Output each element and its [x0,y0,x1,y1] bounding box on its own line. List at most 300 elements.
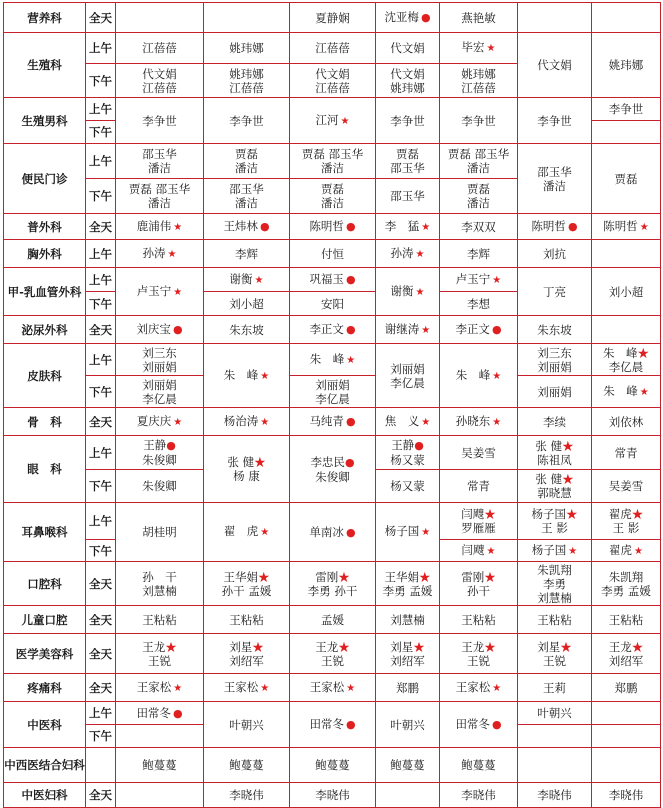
doctor-name: 谢衡 ★ [390,283,425,298]
doctor-cell [592,344,661,376]
department-name: 甲-乳血管外科 [4,268,86,316]
doctor-cell [592,470,661,503]
doctor-name: 王家松 ★ [309,679,356,694]
doctor-name: 杨又蒙 [390,479,425,493]
doctor-name: 陈祖凤 [537,452,572,467]
star-icon: ★ [639,386,649,398]
doctor-cell [592,408,661,436]
department-name: 便民门诊 [4,144,86,214]
doctor-cell [290,3,376,33]
doctor-name: 李争世 [390,113,425,128]
doctor-name: 刘三东 [142,345,177,360]
doctor-cell [290,268,376,292]
session-time: 下午 [86,64,116,98]
doctor-name: 常青 [614,445,638,460]
doctor-name: 杨又蒙 [390,453,425,467]
doctor-cell [376,470,440,503]
doctor-cell [376,64,440,98]
doctor-name: 刘庆宝 ● [136,322,183,336]
star-icon: ★ [173,416,183,428]
doctor-cell [592,540,661,562]
doctor-name: 王家松 ★ [136,679,183,694]
star-icon: ★ [421,324,431,336]
doctor-cell [518,33,592,98]
doctor-name: 贾磊 [235,147,258,161]
doctor-cell [116,503,204,562]
doctor-cell [440,268,518,292]
doctor-name: 李晓伟 [461,788,496,802]
doctor-cell [440,179,518,214]
doctor-name: 叶朝兴 [390,717,425,732]
doctor-name: 焦 义 ★ [384,413,431,428]
doctor-name: 闫飕 ★ [461,542,496,557]
doctor-cell [116,144,204,179]
doctor-name: 刘丽娟 [537,359,572,374]
doctor-cell [116,3,204,33]
doctor-cell [592,144,661,214]
star-icon: ★ [637,345,649,360]
doctor-cell [290,562,376,606]
doctor-name: 陈明哲 ● [309,219,356,233]
doctor-cell [440,436,518,470]
doctor-cell [204,292,290,316]
schedule-row [4,268,661,292]
star-icon: ★ [484,507,496,521]
doctor-name: 潘洁 [321,161,344,175]
star-icon: ★ [566,507,578,521]
doctor-cell [116,470,204,503]
doctor-cell [592,674,661,702]
doctor-cell [116,562,204,606]
doctor-cell [592,503,661,540]
schedule-row [4,33,661,64]
doctor-cell [290,316,376,344]
doctor-name: 李双双 [461,219,496,234]
doctor-name: 田常冬 ● [136,705,183,720]
doctor-name: 付恒 [321,246,344,261]
doctor-name: 邵玉华 [537,164,572,179]
schedule-row [4,436,661,470]
doctor-cell [518,408,592,436]
schedule-row [4,98,661,121]
doctor-cell [290,783,376,808]
doctor-cell [518,634,592,674]
doctor-cell [592,783,661,808]
doctor-name: 鹿浦伟 ★ [136,218,183,233]
schedule-row [4,702,661,725]
doctor-cell [204,503,290,562]
session-time: 下午 [86,540,116,562]
doctor-name: 翟虎★ [608,507,644,521]
doctor-name: 朱俊卿 [315,469,350,484]
doctor-name: 郑鹏 [614,680,638,695]
department-name: 生殖科 [4,33,86,98]
doctor-name: 杨子国 ★ [531,542,578,557]
doctor-cell [376,562,440,606]
doctor-name: 李辉 [467,246,490,261]
doctor-name: 李忠民● [310,454,355,469]
doctor-name: 王锐 [467,653,490,668]
doctor-name: 李勇 孟媛 [601,583,651,598]
doctor-name: 叶朝兴 [229,717,264,732]
doctor-cell [116,268,204,316]
doctor-cell [518,562,592,606]
doctor-cell [376,98,440,144]
doctor-cell [440,783,518,808]
star-icon: ★ [492,274,502,286]
doctor-name: 贾磊 [321,182,344,196]
department-name: 泌尿外科 [4,316,86,344]
doctor-name: 李 猛 ★ [384,218,431,233]
doctor-name: 燕艳敏 [461,10,496,25]
dot-icon: ● [259,220,270,233]
doctor-cell [204,64,290,98]
doctor-name: 王粘粘 [537,612,572,627]
doctor-name: 潘洁 [467,196,490,210]
star-icon: ★ [560,639,572,654]
doctor-name: 江蓓蓓 [142,80,177,95]
doctor-cell [592,725,661,748]
star-icon: ★ [421,416,431,428]
doctor-cell [518,316,592,344]
dot-icon: ● [344,455,355,469]
schedule-row [4,606,661,634]
doctor-name: 李争世 [608,102,644,116]
doctor-name: 王龙★ [142,639,177,654]
doctor-name: 潘洁 [148,196,171,210]
doctor-name: 江蓓蓓 [315,41,350,55]
doctor-name: 朱俊卿 [142,479,177,493]
doctor-name: 李争世 [142,113,177,128]
dot-icon: ● [414,439,424,452]
doctor-name: 刘三东 [537,345,572,360]
star-icon: ★ [260,416,270,428]
doctor-name: 孟媛 [321,612,344,627]
doctor-name: 潘洁 [467,161,490,175]
doctor-name: 姚玮娜 [608,58,644,72]
doctor-name: 王华娟★ [223,569,270,584]
doctor-name: 李争世 [229,113,264,128]
doctor-cell [116,64,204,98]
doctor-cell [592,634,661,674]
doctor-cell [440,344,518,408]
doctor-cell [290,179,376,214]
star-icon: ★ [484,639,496,654]
doctor-name: 王莉 [543,680,566,695]
doctor-cell [116,436,204,470]
star-icon: ★ [415,248,425,260]
doctor-cell [440,292,518,316]
doctor-name: 朱 峰★ [603,345,649,360]
session-time: 下午 [86,470,116,503]
session-time: 全天 [86,562,116,606]
doctor-name: 朱俊卿 [142,453,177,467]
doctor-cell [116,725,204,748]
doctor-cell [290,376,376,408]
doctor-cell [440,98,518,144]
schedule-row [4,783,661,808]
doctor-name: 王粘粘 [608,612,644,627]
doctor-name: 邵玉华 [390,189,425,203]
doctor-cell [440,540,518,562]
doctor-cell [376,634,440,674]
star-icon: ★ [421,527,431,538]
doctor-cell [376,3,440,33]
doctor-name: 贾磊 邵玉华 [301,147,364,161]
doctor-cell [592,702,661,725]
doctor-name: 姚玮娜 [390,80,425,95]
doctor-cell [116,408,204,436]
doctor-name: 李勇 [543,576,566,591]
doctor-cell [290,748,376,783]
doctor-cell [376,344,440,408]
star-icon: ★ [631,507,644,521]
doctor-name: 代文娟 [142,66,177,81]
doctor-cell [204,606,290,634]
doctor-name: 丁亮 [543,284,566,299]
doctor-cell [204,702,290,748]
doctor-name: 王静● [143,438,176,452]
star-icon: ★ [260,370,270,382]
schedule-row [4,3,661,33]
doctor-cell [116,240,204,268]
department-name: 眼 科 [4,436,86,503]
doctor-cell [116,316,204,344]
doctor-name: 邵玉华 [390,161,425,175]
doctor-name: 孙 干 [142,569,177,584]
doctor-name: 王家松 ★ [223,679,270,694]
doctor-cell [376,316,440,344]
session-time: 下午 [86,292,116,316]
schedule-row [4,634,661,674]
department-name: 耳鼻喉科 [4,503,86,562]
doctor-name: 刘星★ [229,639,264,654]
department-name: 中医科 [4,702,86,748]
doctor-cell [204,33,290,64]
dot-icon: ● [345,718,356,731]
dot-icon: ● [345,323,356,336]
doctor-name: 刘小超 [229,296,264,311]
doctor-cell [204,344,290,408]
doctor-name: 姚玮娜 [461,66,496,81]
session-time: 上午 [86,33,116,64]
doctor-cell [518,748,592,783]
doctor-cell [116,783,204,808]
doctor-name: 刘绍军 [608,653,644,668]
doctor-name: 李正文 ● [309,322,356,336]
department-name: 生殖男科 [4,98,86,144]
doctor-name: 朱凯翔 [537,562,572,577]
doctor-cell [592,214,661,240]
session-time: 下午 [86,121,116,144]
session-time: 全天 [86,214,116,240]
doctor-name: 毕宏 ★ [461,40,496,54]
session-time: 上午 [86,503,116,540]
doctor-name: 贾磊 邵玉华 [447,147,510,161]
schedule-row [4,316,661,344]
doctor-name: 王家松 ★ [455,679,502,694]
doctor-name: 翟虎 ★ [609,542,643,557]
doctor-cell [440,3,518,33]
doctor-cell [376,214,440,240]
schedule-row [4,674,661,702]
doctor-name: 刘慧楠 [142,583,177,598]
session-time: 上午 [86,98,116,121]
doctor-cell [440,674,518,702]
doctor-cell [290,408,376,436]
doctor-name: 杨子国 ★ [384,524,431,538]
doctor-name: 代文娟 [537,58,572,72]
doctor-cell [376,606,440,634]
doctor-name: 王锐 [543,653,566,668]
doctor-name: 贾磊 [467,182,490,196]
doctor-name: 胡桂明 [142,525,177,539]
doctor-name: 江蓓蓓 [461,80,496,95]
session-time: 全天 [86,408,116,436]
department-name: 中西医结合妇科 [4,748,86,783]
doctor-cell [376,408,440,436]
doctor-name: 李勇 孙干 [307,583,358,598]
doctor-name: 刘慧楠 [390,612,425,627]
doctor-cell [290,344,376,376]
department-name: 口腔科 [4,562,86,606]
session-time: 上午 [86,702,116,725]
session-time: 全天 [86,783,116,808]
doctor-name: 孙涛 ★ [142,245,177,260]
star-icon: ★ [421,221,431,233]
star-icon: ★ [568,545,578,557]
schedule-row [4,240,661,268]
schedule-row [4,408,661,436]
doctor-cell [204,562,290,606]
schedule-row [4,144,661,179]
doctor-name: 邵玉华 [142,147,177,161]
star-icon: ★ [413,639,425,654]
dot-icon: ● [166,439,176,452]
doctor-name: 吴姜雪 [608,479,644,493]
doctor-cell [116,748,204,783]
doctor-name: 雷刚★ [461,569,496,584]
doctor-name: 李亿晨 [390,375,425,390]
doctor-cell [440,214,518,240]
doctor-cell [116,214,204,240]
doctor-name: 孙干 孟媛 [221,583,272,598]
doctor-cell [592,606,661,634]
doctor-cell [116,179,204,214]
session-time: 全天 [86,606,116,634]
doctor-cell [440,144,518,179]
star-icon: ★ [562,438,574,453]
star-icon: ★ [346,354,356,366]
star-icon: ★ [631,639,644,654]
doctor-name: 王龙★ [608,639,644,654]
doctor-cell [204,316,290,344]
doctor-cell [204,98,290,144]
doctor-name: 王华娟★ [384,569,431,584]
doctor-name: 卢玉宁 ★ [136,283,183,298]
doctor-cell [440,240,518,268]
doctor-cell [204,436,290,503]
doctor-name: 雷刚★ [315,569,350,584]
doctor-cell [440,503,518,540]
doctor-name: 鲍蔓蔓 [390,758,425,772]
department-name: 营养科 [4,3,86,33]
doctor-name: 刘丽娟 [537,384,572,399]
doctor-name: 郑鹏 [396,680,419,695]
session-time: 下午 [86,376,116,408]
session-time: 上午 [86,144,116,179]
schedule-row [4,748,661,783]
doctor-name: 马纯青 ● [309,414,356,428]
doctor-name: 潘洁 [235,196,258,210]
doctor-name: 李辉 [235,246,258,261]
doctor-name: 邵玉华 [229,182,264,196]
doctor-cell [290,436,376,503]
dot-icon: ● [345,525,356,539]
doctor-cell [440,606,518,634]
doctor-cell [518,702,592,725]
doctor-name: 李晓伟 [537,788,572,802]
department-name: 疼痛科 [4,674,86,702]
doctor-name: 王锐 [321,653,344,668]
doctor-cell [376,33,440,64]
star-icon: ★ [167,248,177,260]
star-icon: ★ [486,43,496,54]
doctor-cell [204,144,290,179]
doctor-cell [440,748,518,783]
doctor-name: 姚玮娜 [229,66,264,81]
doctor-name: 李续 [543,414,566,429]
doctor-name: 刘丽娟 [142,359,177,374]
dot-icon: ● [345,415,356,428]
doctor-name: 刘依林 [608,414,644,429]
doctor-cell [518,436,592,470]
doctor-cell [592,748,661,783]
doctor-cell [116,376,204,408]
doctor-cell [518,240,592,268]
doctor-cell [518,144,592,214]
dot-icon: ● [345,220,356,233]
doctor-cell [290,144,376,179]
doctor-name: 郭晓慧 [537,486,572,500]
doctor-name: 杨子国★ [531,507,578,521]
doctor-name: 李争世 [537,113,572,128]
doctor-cell [116,702,204,725]
dot-icon: ● [420,11,431,24]
doctor-name: 江蓓蓓 [229,80,264,95]
doctor-cell [116,606,204,634]
doctor-name: 闫飕★ [461,507,496,521]
dot-icon: ● [491,323,502,336]
doctor-name: 孙干 [467,583,490,598]
doctor-name: 田常冬 ● [455,717,502,731]
doctor-name: 江河 ★ [315,112,350,127]
doctor-cell [290,98,376,144]
star-icon: ★ [260,527,270,538]
star-icon: ★ [492,370,502,382]
doctor-cell [440,33,518,64]
doctor-cell [518,344,592,376]
doctor-name: 王 影 [612,521,640,535]
doctor-cell [204,748,290,783]
doctor-name: 贾磊 [614,171,638,186]
schedule-row [4,376,661,408]
doctor-name: 翟 虎 ★ [223,524,270,538]
doctor-name: 刘绍军 [229,653,264,668]
doctor-name: 朱 峰 ★ [603,383,649,398]
doctor-cell [592,33,661,98]
star-icon: ★ [492,416,502,428]
